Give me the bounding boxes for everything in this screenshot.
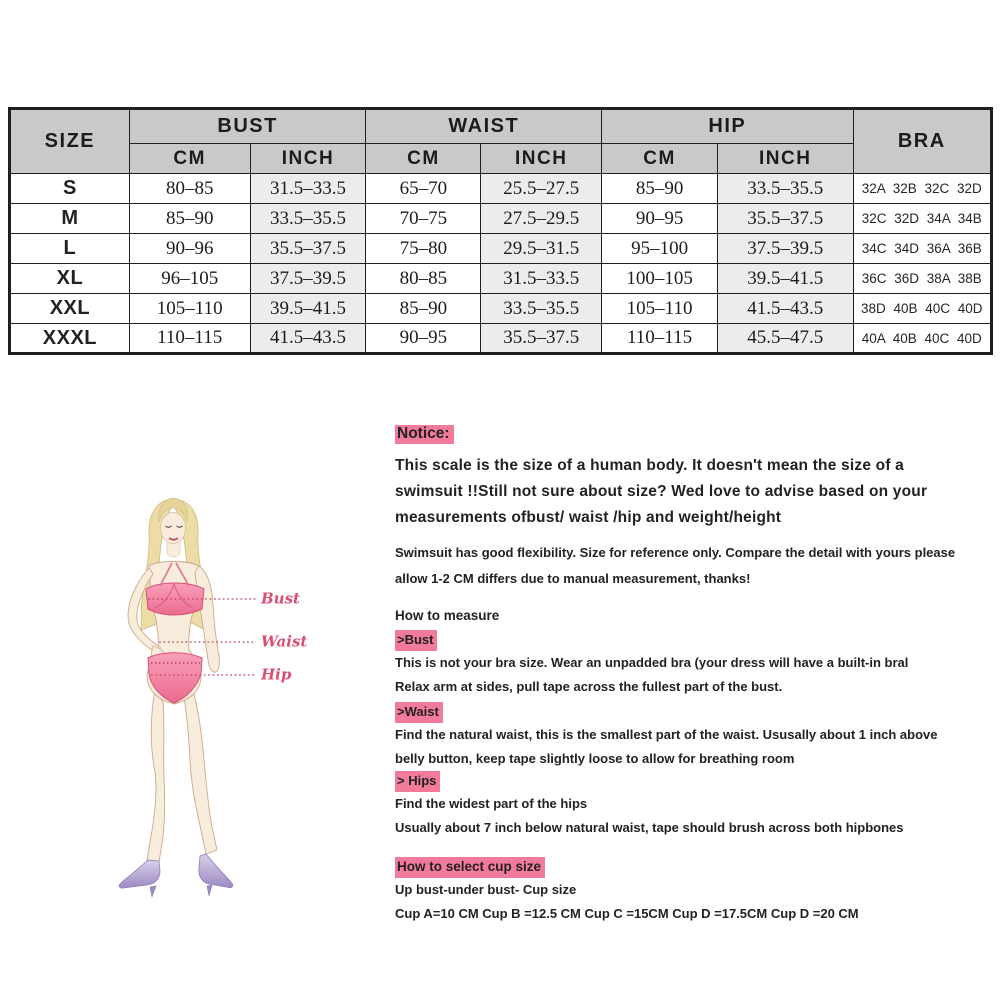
hips-instructions xyxy=(395,792,995,840)
cell-waist-cm: 65–70 xyxy=(366,174,481,204)
cell-size: XL xyxy=(10,264,130,294)
cell-bra: 36C 36D 38A 38B xyxy=(853,264,991,294)
waist-section-heading-row xyxy=(395,702,995,723)
cell-waist-cm: 70–75 xyxy=(366,204,481,234)
bust-instructions xyxy=(395,651,995,699)
cell-waist-inch: 35.5–37.5 xyxy=(481,324,602,354)
cell-bust-inch: 35.5–37.5 xyxy=(250,234,366,264)
cell-hip-cm: 85–90 xyxy=(602,174,718,204)
header-hip-cm: CM xyxy=(602,144,718,174)
notice-heading: Notice: xyxy=(395,425,454,444)
text-line: Cup A=10 CM Cup B =12.5 CM Cup C =15CM Cup D =17.5CM Cup D =20 CM xyxy=(395,906,859,921)
text-line: Find the widest part of the hips xyxy=(395,796,588,811)
right-leg xyxy=(183,692,217,854)
table-row-xxl xyxy=(10,294,992,324)
right-shoe xyxy=(199,854,233,888)
cell-hip-cm: 95–100 xyxy=(602,234,718,264)
text-line: swimsuit !!Still not sure about size? Wed love to advise based on your xyxy=(395,483,928,500)
bust-section-heading-row xyxy=(395,630,995,651)
cell-bust-cm: 80–85 xyxy=(129,174,250,204)
cell-hip-cm: 90–95 xyxy=(602,204,718,234)
table-row-s xyxy=(10,174,992,204)
header-hip-inch: INCH xyxy=(718,144,854,174)
cell-waist-cm: 90–95 xyxy=(366,324,481,354)
table-header-group-row xyxy=(10,109,992,144)
notice-paragraph xyxy=(395,453,995,531)
cell-size: XXXL xyxy=(10,324,130,354)
bust-heading: >Bust xyxy=(395,630,437,651)
text-line: This scale is the size of a human body. It doesn't mean the size of a xyxy=(395,457,905,474)
cell-bust-inch: 39.5–41.5 xyxy=(250,294,366,324)
cell-size: M xyxy=(10,204,130,234)
cell-hip-cm: 100–105 xyxy=(602,264,718,294)
woman-figure-illustration xyxy=(115,492,405,912)
hips-heading: > Hips xyxy=(395,771,440,792)
cell-hip-cm: 110–115 xyxy=(602,324,718,354)
cup-size-heading: How to select cup size xyxy=(395,857,545,878)
cell-bra: 32C 32D 34A 34B xyxy=(853,204,991,234)
cell-bust-cm: 96–105 xyxy=(129,264,250,294)
cup-size-heading-row xyxy=(395,857,995,878)
text-line: belly button, keep tape slightly loose to allow for breathing room xyxy=(395,751,795,766)
header-bra: BRA xyxy=(853,109,991,174)
cell-hip-inch: 41.5–43.5 xyxy=(718,294,854,324)
cell-waist-inch: 31.5–33.5 xyxy=(481,264,602,294)
right-shoe-heel xyxy=(207,885,212,896)
text-line: Find the natural waist, this is the smallest part of the waist. Ususally about 1 inch above xyxy=(395,727,938,742)
cell-hip-inch: 35.5–37.5 xyxy=(718,204,854,234)
table-row-xl xyxy=(10,264,992,294)
waist-heading: >Waist xyxy=(395,702,443,723)
face xyxy=(161,513,186,544)
cell-bust-cm: 85–90 xyxy=(129,204,250,234)
left-shoe-heel xyxy=(150,886,156,897)
cell-waist-cm: 80–85 xyxy=(366,264,481,294)
cell-bust-cm: 90–96 xyxy=(129,234,250,264)
header-waist-inch: INCH xyxy=(481,144,602,174)
text-line: This is not your bra size. Wear an unpadded bra (your dress will have a built-in bral xyxy=(395,655,909,670)
cell-waist-inch: 27.5–29.5 xyxy=(481,204,602,234)
cell-bra: 38D 40B 40C 40D xyxy=(853,294,991,324)
header-waist-cm: CM xyxy=(366,144,481,174)
header-bust: BUST xyxy=(129,109,366,144)
table-row-l xyxy=(10,234,992,264)
cell-waist-inch: 25.5–27.5 xyxy=(481,174,602,204)
cell-bust-cm: 110–115 xyxy=(129,324,250,354)
text-line: allow 1-2 CM differs due to manual measurement, thanks! xyxy=(395,571,751,586)
flexibility-paragraph xyxy=(395,540,995,592)
notice-section xyxy=(395,425,995,444)
cup-size-instructions xyxy=(395,878,995,926)
cell-size: L xyxy=(10,234,130,264)
waist-label: Waist xyxy=(261,632,308,651)
cell-hip-inch: 39.5–41.5 xyxy=(718,264,854,294)
body-measurement-figure xyxy=(115,492,405,912)
header-bust-inch: INCH xyxy=(250,144,366,174)
cell-hip-inch: 33.5–35.5 xyxy=(718,174,854,204)
header-size: SIZE xyxy=(10,109,130,174)
cell-bust-cm: 105–110 xyxy=(129,294,250,324)
size-table xyxy=(8,107,993,355)
cell-bust-inch: 31.5–33.5 xyxy=(250,174,366,204)
waist-instructions xyxy=(395,723,995,771)
text-line: Swimsuit has good flexibility. Size for reference only. Compare the detail with yours please xyxy=(395,545,956,560)
cell-bust-inch: 41.5–43.5 xyxy=(250,324,366,354)
cell-waist-cm: 75–80 xyxy=(366,234,481,264)
cell-waist-inch: 33.5–35.5 xyxy=(481,294,602,324)
cell-waist-inch: 29.5–31.5 xyxy=(481,234,602,264)
cell-waist-cm: 85–90 xyxy=(366,294,481,324)
table-header-unit-row xyxy=(10,144,992,174)
left-shoe xyxy=(119,860,160,888)
header-waist: WAIST xyxy=(366,109,602,144)
cell-hip-inch: 45.5–47.5 xyxy=(718,324,854,354)
header-hip: HIP xyxy=(602,109,853,144)
bust-label: Bust xyxy=(261,589,300,608)
text-line: Usually about 7 inch below natural waist, tape should brush across both hipbones xyxy=(395,820,904,835)
cell-hip-inch: 37.5–39.5 xyxy=(718,234,854,264)
table-row-xxxl xyxy=(10,324,992,354)
cell-size: XXL xyxy=(10,294,130,324)
text-line: measurements ofbust/ waist /hip and weight/height xyxy=(395,509,782,526)
hips-section-heading-row xyxy=(395,771,995,792)
table-row-m xyxy=(10,204,992,234)
cell-bust-inch: 37.5–39.5 xyxy=(250,264,366,294)
cell-hip-cm: 105–110 xyxy=(602,294,718,324)
cell-size: S xyxy=(10,174,130,204)
info-column xyxy=(395,425,995,926)
cell-bra: 40A 40B 40C 40D xyxy=(853,324,991,354)
header-bust-cm: CM xyxy=(129,144,250,174)
text-line: Relax arm at sides, pull tape across the fullest part of the bust. xyxy=(395,679,783,694)
left-leg xyxy=(147,690,165,862)
cell-bra: 34C 34D 36A 36B xyxy=(853,234,991,264)
hip-label: Hip xyxy=(261,665,292,684)
cell-bra: 32A 32B 32C 32D xyxy=(853,174,991,204)
how-to-measure-title: How to measure xyxy=(395,608,500,623)
text-line: Up bust-under bust- Cup size xyxy=(395,882,577,897)
cell-bust-inch: 33.5–35.5 xyxy=(250,204,366,234)
